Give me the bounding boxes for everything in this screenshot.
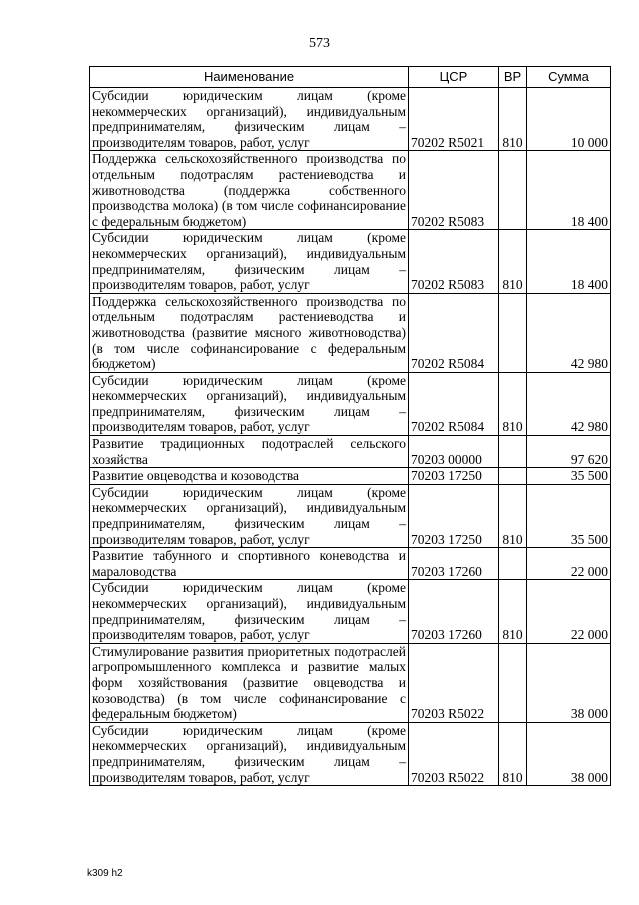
table-row	[90, 643, 611, 722]
table-header-row	[90, 67, 611, 88]
row-name: Субсидии юридическим лицам (кроме некоммерческих организаций), индивидуальным предпринимателям, физическим лицам – производителям товаров, работ, услуг	[90, 372, 409, 435]
row-sum: 35 500	[527, 468, 611, 485]
row-vr	[499, 468, 527, 485]
table-row	[90, 230, 611, 293]
table-row	[90, 436, 611, 468]
header-name: Наименование	[90, 67, 409, 88]
row-sum: 38 000	[527, 643, 611, 722]
row-name: Поддержка сельскохозяйственного производства по отдельным подотраслям растениеводства и животноводства (развитие мясного животноводства) (в том числе софинансирование с федеральным бюджетом)	[90, 293, 409, 372]
row-sum: 22 000	[527, 548, 611, 580]
page-number: 573	[309, 36, 330, 51]
row-vr	[499, 151, 527, 230]
row-sum: 42 980	[527, 293, 611, 372]
table-row	[90, 372, 611, 435]
row-csr: 70203 R5022	[409, 643, 499, 722]
row-sum: 22 000	[527, 580, 611, 643]
row-csr: 70202 R5083	[409, 230, 499, 293]
table-row	[90, 548, 611, 580]
row-sum: 97 620	[527, 436, 611, 468]
header-vr: ВР	[499, 67, 527, 88]
table-row	[90, 88, 611, 151]
table-row	[90, 468, 611, 485]
budget-table	[89, 66, 611, 786]
row-csr: 70203 17260	[409, 548, 499, 580]
table-row	[90, 580, 611, 643]
header-csr: ЦСР	[409, 67, 499, 88]
row-csr: 70203 00000	[409, 436, 499, 468]
row-csr: 70202 R5083	[409, 151, 499, 230]
row-vr	[499, 293, 527, 372]
row-csr: 70203 17250	[409, 468, 499, 485]
table-row	[90, 484, 611, 547]
row-csr: 70203 17250	[409, 484, 499, 547]
table-row	[90, 151, 611, 230]
row-sum: 10 000	[527, 88, 611, 151]
row-csr: 70202 R5084	[409, 372, 499, 435]
row-name: Развитие традиционных подотраслей сельского хозяйства	[90, 436, 409, 468]
row-vr: 810	[499, 722, 527, 785]
row-csr: 70203 17260	[409, 580, 499, 643]
row-name: Стимулирование развития приоритетных подотраслей агропромышленного комплекса и развитие малых форм хозяйствования (развитие овцеводства и козоводства) (в том числе софинансирование с федеральным бюджетом)	[90, 643, 409, 722]
row-name: Поддержка сельскохозяйственного производства по отдельным подотраслям растениеводства и животноводства (поддержка собственного производства молока) (в том числе софинансирование с федеральным бюджетом)	[90, 151, 409, 230]
row-name: Субсидии юридическим лицам (кроме некоммерческих организаций), индивидуальным предпринимателям, физическим лицам – производителям товаров, работ, услуг	[90, 88, 409, 151]
row-vr: 810	[499, 484, 527, 547]
row-vr	[499, 643, 527, 722]
row-vr: 810	[499, 372, 527, 435]
row-name: Субсидии юридическим лицам (кроме некоммерческих организаций), индивидуальным предпринимателям, физическим лицам – производителям товаров, работ, услуг	[90, 230, 409, 293]
row-name: Субсидии юридическим лицам (кроме некоммерческих организаций), индивидуальным предпринимателям, физическим лицам – производителям товаров, работ, услуг	[90, 722, 409, 785]
row-vr	[499, 548, 527, 580]
row-vr: 810	[499, 88, 527, 151]
row-name: Субсидии юридическим лицам (кроме некоммерческих организаций), индивидуальным предпринимателям, физическим лицам – производителям товаров, работ, услуг	[90, 580, 409, 643]
footer-code: k309 h2	[87, 868, 123, 879]
row-sum: 18 400	[527, 230, 611, 293]
row-sum: 18 400	[527, 151, 611, 230]
row-name: Развитие овцеводства и козоводства	[90, 468, 409, 485]
row-csr: 70202 R5021	[409, 88, 499, 151]
row-vr: 810	[499, 580, 527, 643]
table-row	[90, 293, 611, 372]
row-csr: 70202 R5084	[409, 293, 499, 372]
row-csr: 70203 R5022	[409, 722, 499, 785]
row-vr: 810	[499, 230, 527, 293]
header-sum: Сумма	[527, 67, 611, 88]
row-name: Субсидии юридическим лицам (кроме некоммерческих организаций), индивидуальным предпринимателям, физическим лицам – производителям товаров, работ, услуг	[90, 484, 409, 547]
row-sum: 38 000	[527, 722, 611, 785]
table-row	[90, 722, 611, 785]
row-sum: 35 500	[527, 484, 611, 547]
row-sum: 42 980	[527, 372, 611, 435]
row-name: Развитие табунного и спортивного коневодства и мараловодства	[90, 548, 409, 580]
row-vr	[499, 436, 527, 468]
